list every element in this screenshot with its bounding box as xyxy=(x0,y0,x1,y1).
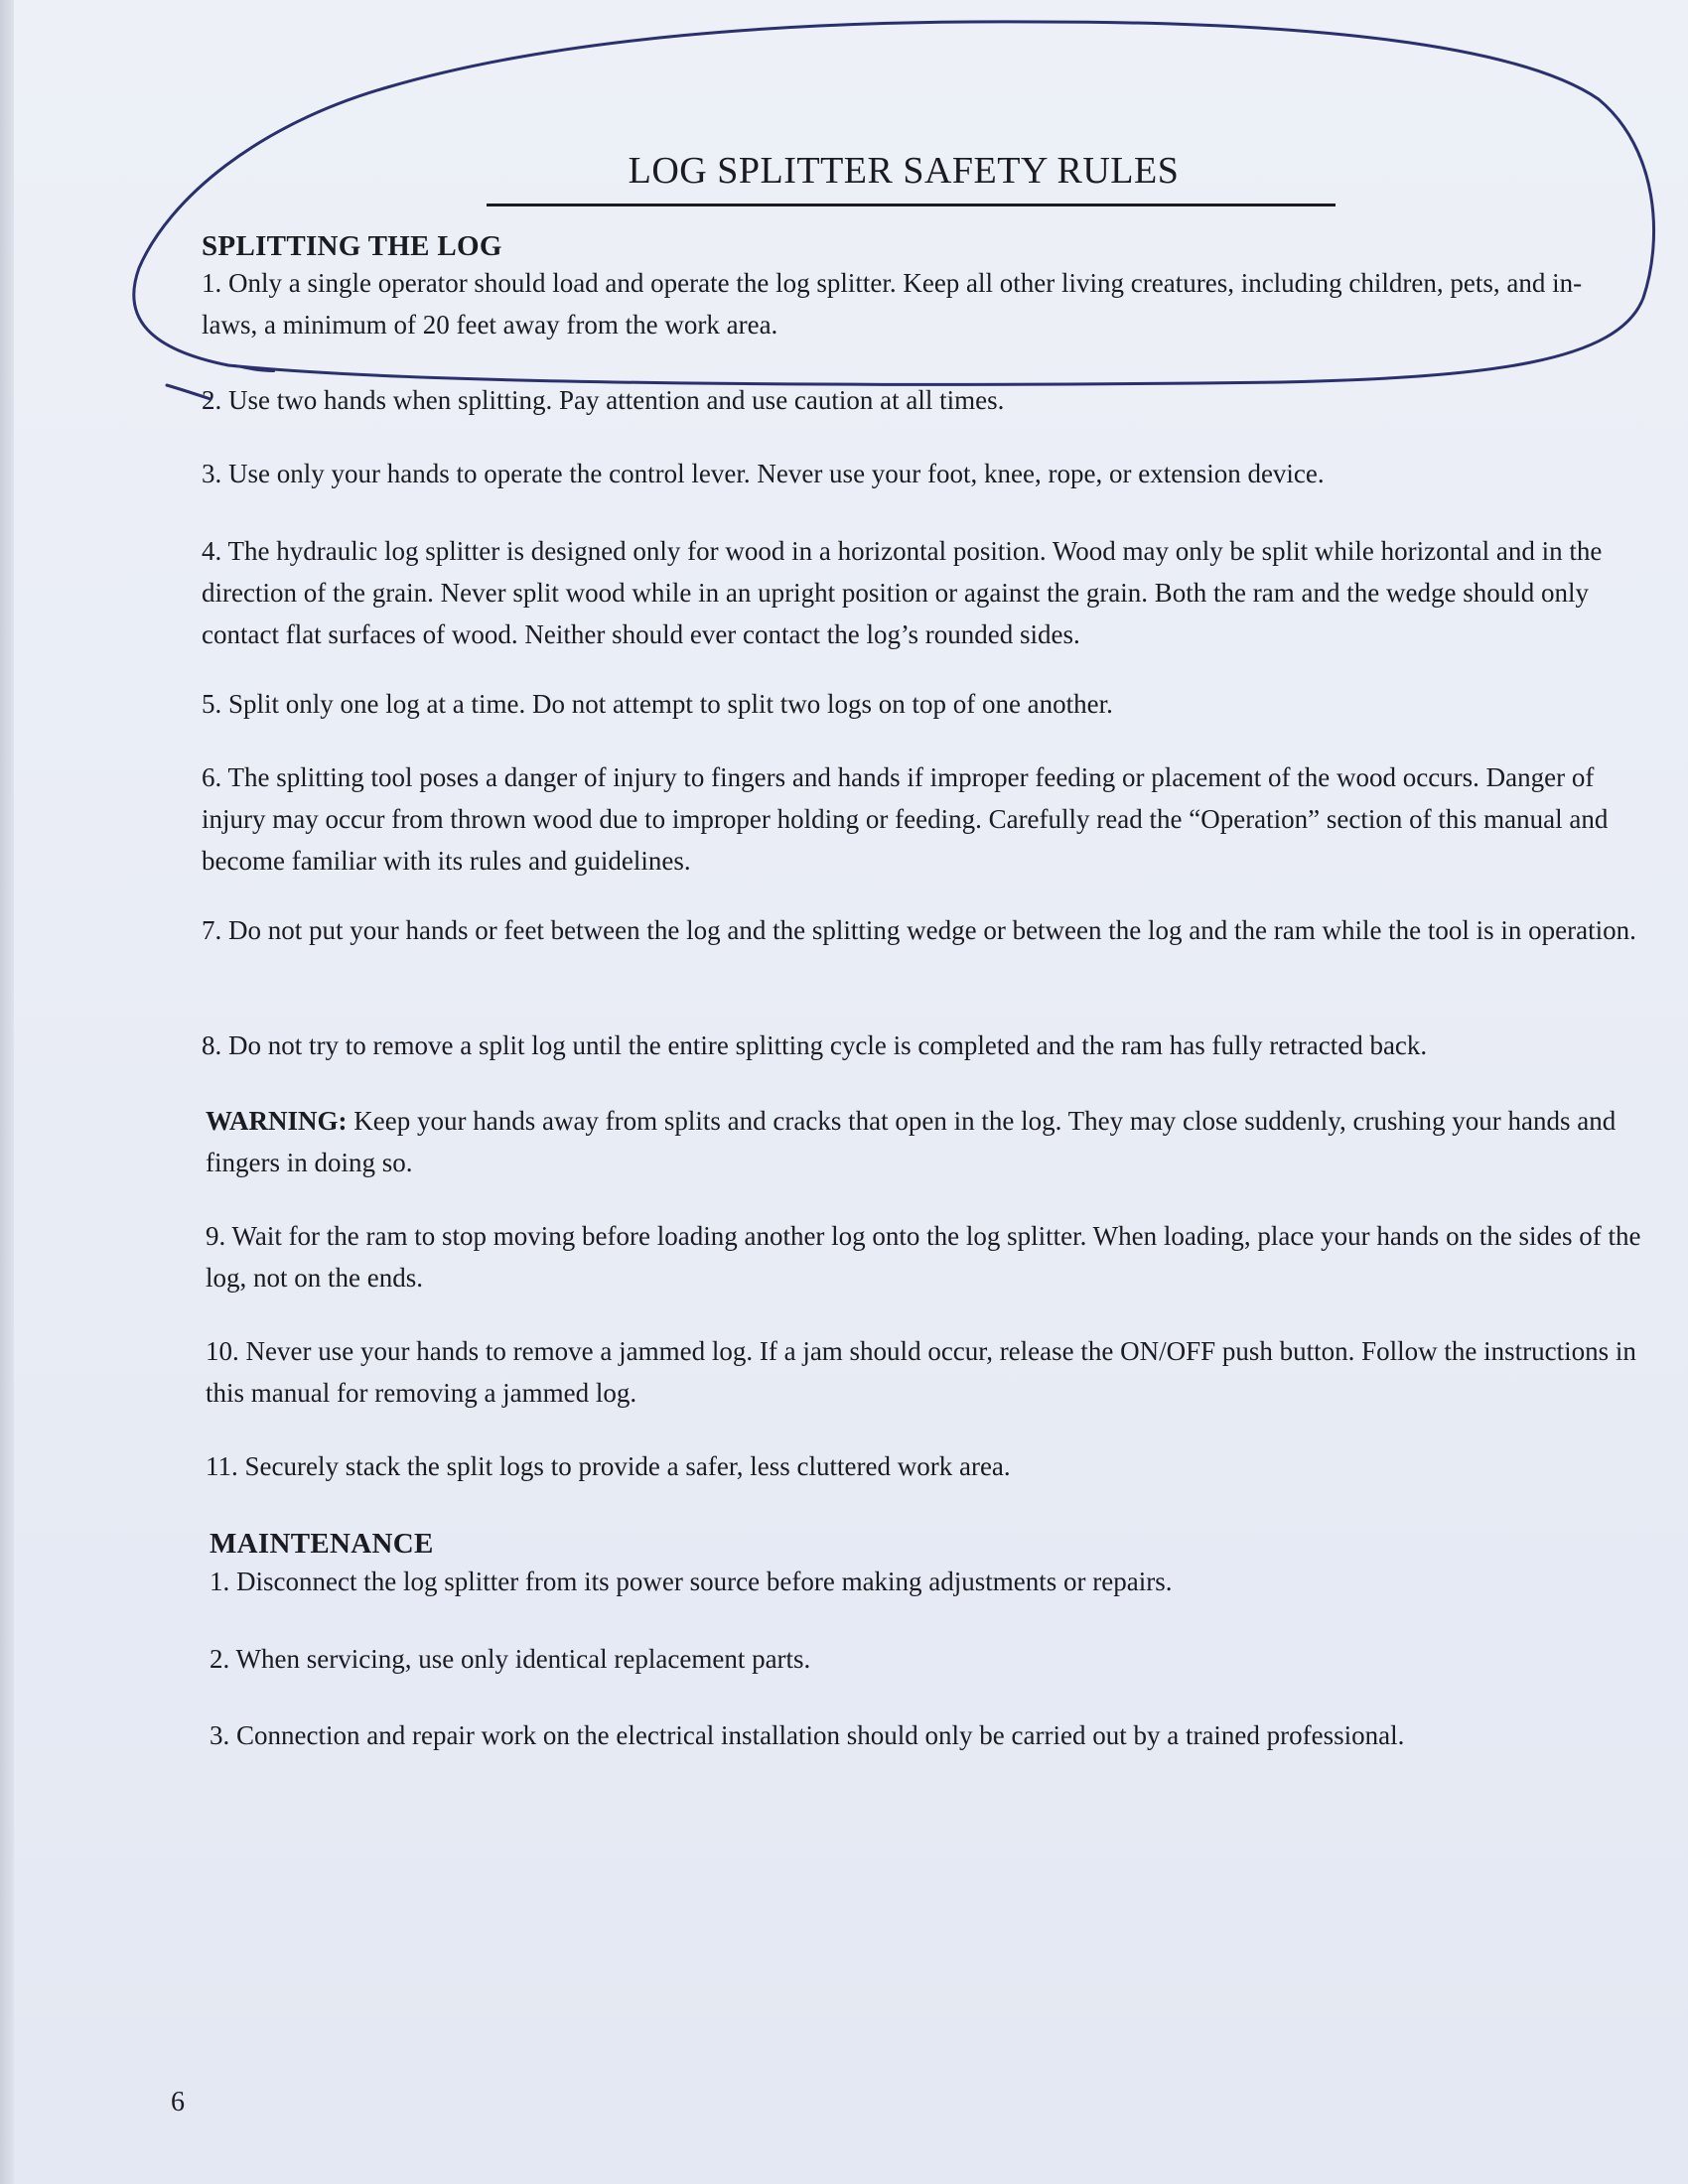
rule-item: 2. Use two hands when splitting. Pay attention and use caution at all times. xyxy=(202,385,1005,415)
warning-label: WARNING: xyxy=(206,1106,348,1136)
rule-item: 4. The hydraulic log splitter is designed only for wood in a horizontal position. Wood may only be split while horizontal and in the direction of the grain. Never split wood while in an upright position or against the grain. Both the ram and the wedge should only contact flat surfaces of wood. Neither should ever contact the log’s rounded sides. xyxy=(202,536,1603,649)
maintenance-item: 3. Connection and repair work on the electrical installation should only be carried out by a trained professional. xyxy=(210,1720,1405,1750)
page-number: 6 xyxy=(171,2087,185,2117)
warning-text: Keep your hands away from splits and cracks that open in the log. They may close suddenly, crushing your hands and fingers in doing so. xyxy=(206,1106,1617,1177)
maintenance-item: 1. Disconnect the log splitter from its power source before making adjustments or repairs. xyxy=(210,1567,1173,1596)
rule-item: 1. Only a single operator should load and operate the log splitter. Keep all other living creatures, including children, pets, and in-laws, a minimum of 20 feet away from the work area. xyxy=(202,268,1583,340)
section-heading-splitting: SPLITTING THE LOG xyxy=(202,230,502,262)
rule-item: 10. Never use your hands to remove a jammed log. If a jam should occur, release the ON/OFF push button. Follow the instructions in this manual for removing a jammed log. xyxy=(206,1336,1636,1408)
title-underline xyxy=(487,204,1336,206)
rule-item: 6. The splitting tool poses a danger of injury to fingers and hands if improper feeding or placement of the wood occurs. Danger of injury may occur from thrown wood due to improper holding or feeding. Carefully read the “Operation” section of this manual and become familiar with its rules and guidelines. xyxy=(202,762,1609,876)
page-title: LOG SPLITTER SAFETY RULES xyxy=(628,150,1180,192)
section-heading-maintenance: MAINTENANCE xyxy=(210,1528,434,1560)
rule-item: 7. Do not put your hands or feet between the log and the splitting wedge or between the log and the ram while the tool is in operation. xyxy=(202,915,1636,945)
rule-item: 3. Use only your hands to operate the control lever. Never use your foot, knee, rope, or extension device. xyxy=(202,459,1325,488)
maintenance-item: 2. When servicing, use only identical replacement parts. xyxy=(210,1644,811,1674)
rule-item: 5. Split only one log at a time. Do not attempt to split two logs on top of one another. xyxy=(202,689,1113,719)
rule-item: 8. Do not try to remove a split log until the entire splitting cycle is completed and the ram has fully retracted back. xyxy=(202,1030,1428,1060)
rule-item: 11. Securely stack the split logs to provide a safer, less cluttered work area. xyxy=(206,1451,1011,1481)
page-binding-edge xyxy=(0,0,14,2184)
warning-note xyxy=(206,1100,1645,1183)
rule-item: 9. Wait for the ram to stop moving before loading another log onto the log splitter. When loading, place your hands on the sides of the log, not on the ends. xyxy=(206,1221,1641,1293)
